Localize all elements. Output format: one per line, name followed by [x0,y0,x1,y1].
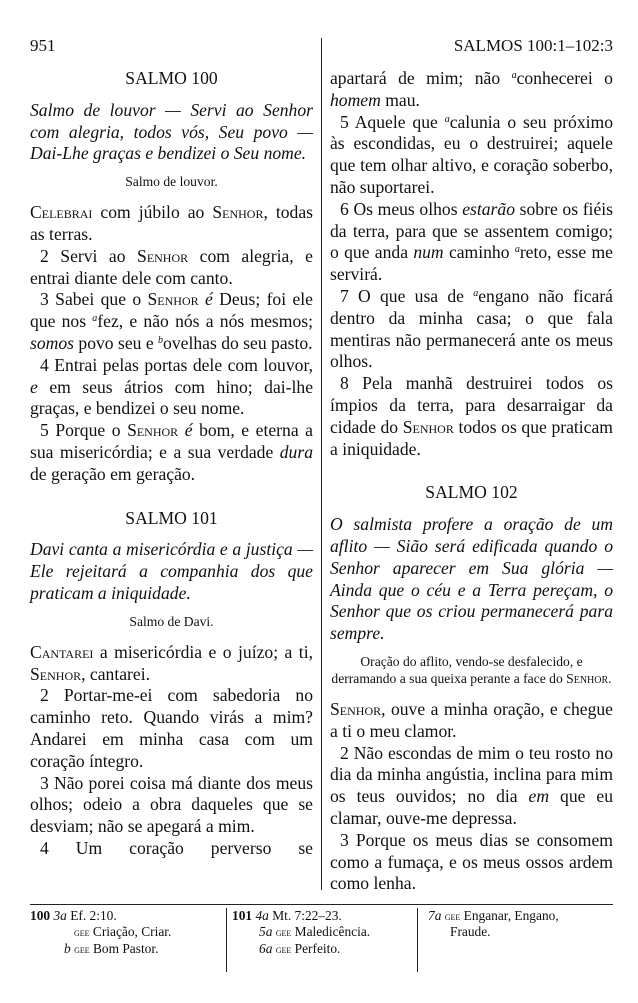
psalm-100-summary: Salmo de louvor — Servi ao Senhor com alegria, todos vós, Seu povo — Dai-Lhe graças e bendizei o Seu nome. [30,99,313,164]
psalm-100-verse-1: Celebrai com júbilo ao Senhor, todas as terras. [30,202,314,244]
psalm-100-title: SALMO 100 [125,68,218,88]
psalm-101-verse-7: 7 O que usa de $^a$engano não ficará dentro da minha casa; o que fala mentiras não permanecerá ante os meus olhos. [330,285,613,372]
footnote-divider [30,904,613,905]
psalm-102-verse-1: Senhor, ouve a minha oração, e chegue a ti o meu clamor. [330,698,613,741]
psalm-100-verse-2: 2 Servi ao Senhor com alegria, e entrai diante dele com canto. [30,245,313,288]
psalm-101-verse-8: 8 Pela manhã destruirei todos os ímpios da terra, para desarraigar da cidade do Senhor todos os que praticam a iniquidade. [330,373,613,459]
psalm-101-verse-3: 3 Não porei coisa má diante dos meus olhos; odeio a obra daqueles que se desviam; não se apegará a mim. [30,772,313,837]
page-number: 951 [30,36,56,55]
footnote-column-3: 7a gee Enganar, Engano, Fraude. [428,908,559,940]
psalm-101-verse-5: 5 Aquele que $^a$calunia o seu próximo às escondidas, eu o destruirei; aquele que tem olhar altivo, e coração soberbo, não suportarei. [330,111,613,197]
psalm-100-verse-3: 3 Sabei que o Senhor é Deus; foi ele que nos $^a$fez, e não nós a nós mesmos; somos povo seu e $^b$ovelhas do seu pasto. [30,289,313,353]
footnote-mark[interactable]: a [514,244,520,256]
footnote-mark[interactable]: a [92,313,98,325]
footnote-column-1: 100 3a Ef. 2:10. gee Criação, Criar. b gee Bom Pastor. [30,908,172,956]
footnote-mark[interactable]: a [473,287,479,299]
psalm-101-title: SALMO 101 [125,507,218,528]
psalm-101-verse-2: 2 Portar-me-ei com sabedoria no caminho reto. Quando virás a mim? Andarei em minha casa com um coração íntegro. [30,685,313,771]
footnote-mark[interactable]: a [444,113,450,125]
psalm-101-verse-4-end: apartará de mim; não $^a$conhecerei o homem mau. [330,68,613,110]
footnote-column-2: 101 4a Mt. 7:22–23. 5a gee Maledicência. 6a gee Perfeito. [232,908,371,956]
psalm-102-title: SALMO 102 [425,482,518,503]
running-title: SALMOS 100:1–102:3 [453,36,613,55]
footnotes [30,908,613,978]
psalm-101-subtitle: Salmo de Davi. [129,613,214,629]
psalm-100-subtitle: Salmo de louvor. [125,174,218,190]
psalm-102-summary: O salmista profere a oração de um aflito — Sião será edificada quando o Senhor aparecer em Sua glória — Ainda que o céu e a Terra pereçam, o Senhor que os criou permanecerá para sempre. [330,514,613,644]
footnote-separator [417,908,418,972]
psalm-101-verse-1: Cantarei a misericórdia e o juízo; a ti, Senhor, cantarei. [30,641,313,684]
psalm-101-summary: Davi canta a misericórdia e a justiça — Ele rejeitará a companhia dos que praticam a iniquidade. [30,539,313,603]
text-columns [30,68,613,926]
psalm-102-verse-2: 2 Não escondas de mim o teu rosto no dia da minha angústia, inclina para mim os teus ouvidos; no dia em que eu clamar, ouve-me depressa. [330,742,613,828]
right-column [330,68,613,926]
psalm-101-verse-6: 6 Os meus olhos estarão sobre os fiéis da terra, para que se assentem comigo; o que anda num caminho $^a$reto, esse me servirá. [330,198,613,285]
psalm-102-subtitle: Oração do aflito, vendo-se desfalecido, e derramando a sua queixa perante a face do Senhor. [331,653,612,686]
psalm-102-verse-3: 3 Porque os meus dias se consomem como a fumaça, e os meus ossos ardem como lenha. [330,829,613,894]
footnote-separator [226,908,227,972]
footnote-mark[interactable]: b [158,334,164,346]
psalm-101-verse-4-start: 4 Um coração perverso se [40,837,313,858]
footnote-mark[interactable]: a [511,70,517,81]
psalm-100-verse-4: 4 Entrai pelas portas dele com louvor, e em seus átrios com hino; dai-lhe graças, e bendizei o seu nome. [30,354,313,419]
psalm-100-verse-5: 5 Porque o Senhor é bom, e eterna a sua misericórdia; e a sua verdade dura de geração em geração. [30,420,313,484]
left-column [30,68,313,926]
